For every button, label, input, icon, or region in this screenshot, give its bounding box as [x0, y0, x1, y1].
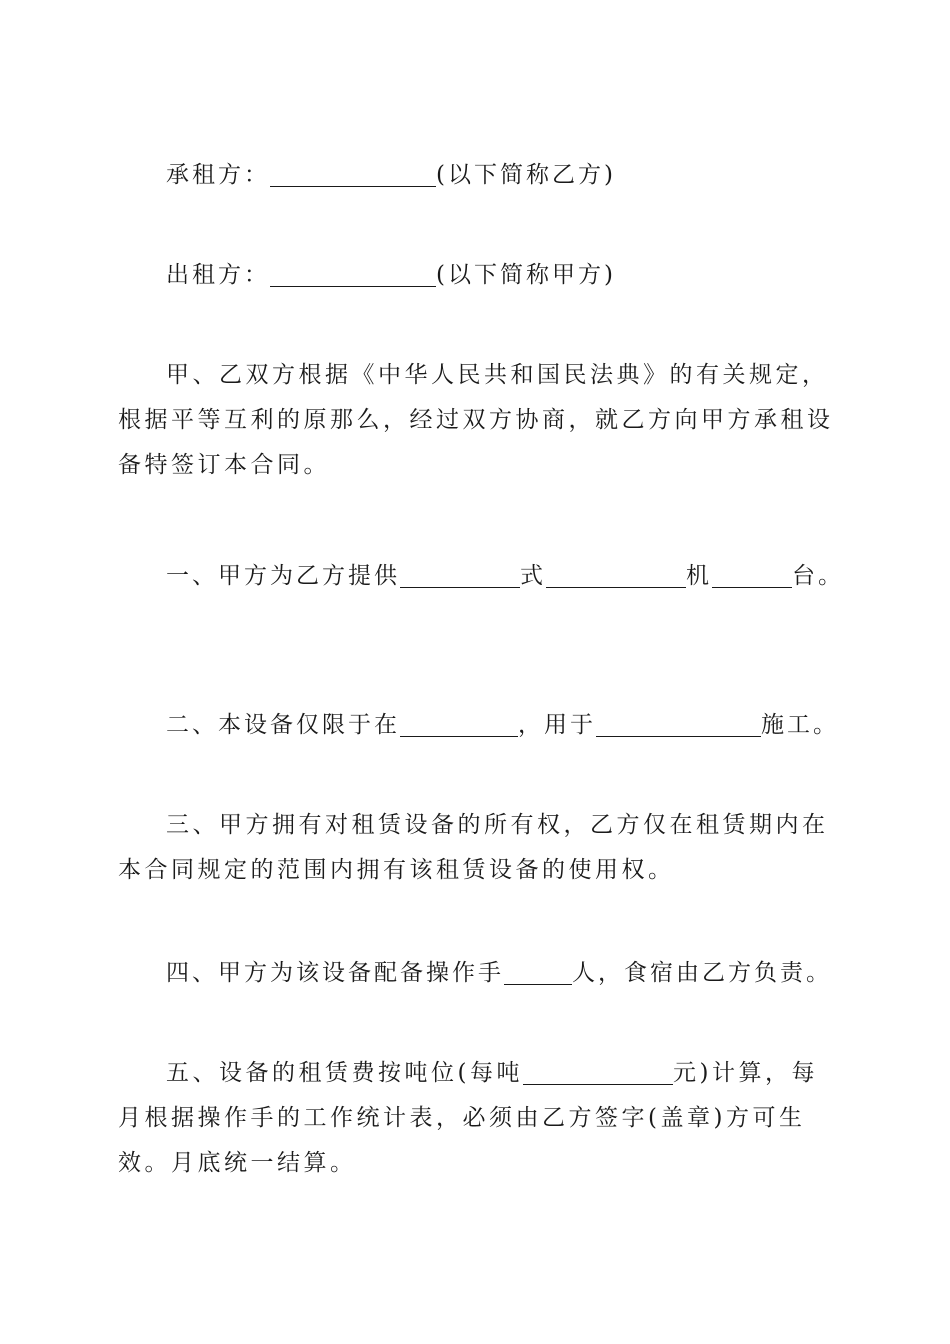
equipment-model-blank[interactable] [546, 561, 686, 588]
lessor-suffix: (以下简称甲方) [436, 262, 616, 288]
clause-1-text-c: 机 [686, 563, 712, 589]
lessee-label: 承租方： [166, 162, 270, 188]
clause-1-text-b: 式 [520, 563, 546, 589]
clause-5 [118, 1051, 838, 1186]
equipment-count-blank[interactable] [712, 561, 792, 588]
clause-4-text-b: 人，食宿由乙方负责。 [572, 960, 832, 986]
operator-count-blank[interactable] [504, 958, 572, 985]
lessor-name-blank[interactable] [270, 260, 436, 287]
clause-4-text-a: 四、甲方为该设备配备操作手 [166, 960, 504, 986]
lessee-name-blank[interactable] [270, 160, 436, 187]
lessee-line [166, 153, 886, 198]
clause-1-text-d: 台。 [792, 563, 844, 589]
clause-2-text-b: ，用于 [518, 712, 596, 738]
clause-2-text-c: 施工。 [761, 712, 839, 738]
clause-2-text-a: 二、本设备仅限于在 [166, 712, 400, 738]
clause-5-text-a: 五、设备的租赁费按吨位(每吨 [166, 1060, 523, 1086]
price-per-ton-blank[interactable] [523, 1058, 673, 1085]
purpose-blank[interactable] [596, 710, 761, 737]
clause-1-text-a: 一、甲方为乙方提供 [166, 563, 400, 589]
clause-1 [166, 554, 886, 599]
equipment-type-blank[interactable] [400, 561, 520, 588]
lessee-suffix: (以下简称乙方) [436, 162, 616, 188]
clause-4 [166, 951, 886, 996]
lessor-line [166, 253, 886, 298]
clause-2 [166, 703, 886, 748]
lessor-label: 出租方： [166, 262, 270, 288]
clause-5-text-b: 元)计算，每月根据操作手的工作统计表，必须由乙方签字(盖章)方可生效。月底统一结算。 [118, 1060, 818, 1176]
clause-3: 三、甲方拥有对租赁设备的所有权，乙方仅在租赁期内在本合同规定的范围内拥有该租赁设备的使用权。 [118, 812, 829, 883]
location-blank[interactable] [400, 710, 518, 737]
preamble-paragraph: 甲、乙双方根据《中华人民共和国民法典》的有关规定，根据平等互利的原那么，经过双方协商，就乙方向甲方承租设备特签订本合同。 [118, 362, 834, 478]
